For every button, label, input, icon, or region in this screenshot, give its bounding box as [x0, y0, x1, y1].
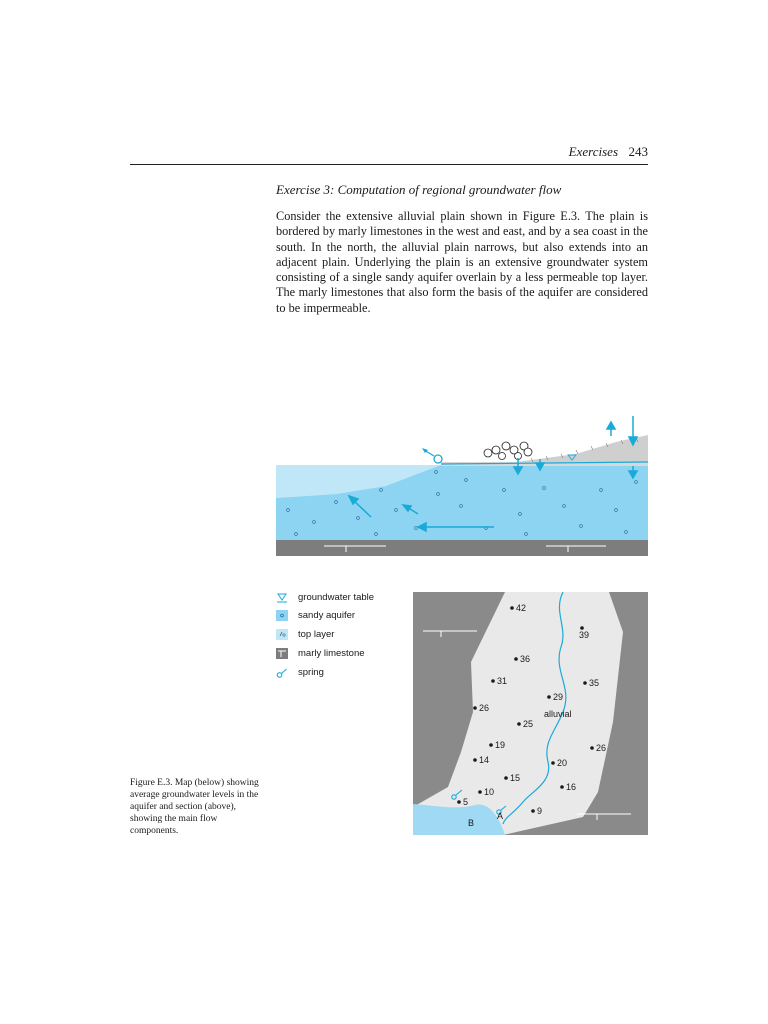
sandy-aquifer-swatch: [276, 610, 288, 621]
well-marker: [504, 776, 508, 780]
well-marker: [478, 790, 482, 794]
legend-label: marly limestone: [298, 647, 365, 659]
page-number: 243: [628, 144, 648, 159]
well-label: 20: [557, 758, 568, 768]
exercise-title: Exercise 3: Computation of regional groundwater flow: [276, 182, 562, 197]
well-label: 14: [479, 755, 490, 765]
legend-item-sandy-aquifer: [276, 608, 355, 622]
legend-item-marly-limestone: [276, 646, 365, 660]
well-label: 10: [484, 787, 495, 797]
well-label: 39: [579, 630, 590, 640]
well-label: 5: [463, 797, 469, 807]
well-label: 19: [495, 740, 506, 750]
well-label: 25: [523, 719, 534, 729]
point-label-a: A: [497, 811, 504, 821]
well-marker: [489, 743, 493, 747]
limestone-base: [276, 540, 648, 556]
well-label: 36: [520, 654, 531, 664]
well-marker: [514, 657, 518, 661]
triangle-marker-icon: [276, 592, 288, 603]
well-marker: [583, 681, 587, 685]
legend-label: top layer: [298, 628, 335, 640]
spring-icon: [276, 667, 288, 678]
well-label: 16: [566, 782, 577, 792]
legend-label: groundwater table: [298, 591, 375, 603]
map-figure: [413, 592, 648, 835]
well-label: 9: [537, 806, 543, 816]
well-marker: [473, 758, 477, 762]
village-icon: [484, 442, 532, 460]
legend-item-top-layer: [276, 627, 334, 641]
body-paragraph: Consider the extensive alluvial plain shown in Figure E.3. The plain is bordered by marly limestones in the west and east, and by a sea coast in the south. In the north, the alluvial plain narrows, but also extends into an adjacent plain. Underlying the plain is an extensive groundwater system consisting of a single sandy aquifer overlain by a less permeable top layer. The marly limestones that also form the basis of the aquifer are considered to be impermeable.: [276, 209, 648, 315]
well-label: 42: [516, 603, 527, 613]
figure-caption: Figure E.3. Map (below) showing average groundwater levels in the aquifer and section (above), showing the main flow components.: [130, 778, 259, 836]
well-marker: [590, 746, 594, 750]
top-layer-section: [441, 435, 648, 465]
well-label: 26: [479, 703, 490, 713]
well-marker: [560, 785, 564, 789]
well-marker: [551, 761, 555, 765]
legend-item-spring: [276, 665, 324, 679]
legend-label: sandy aquifer: [298, 609, 356, 621]
spring-icon-section: [422, 448, 442, 463]
region-label: alluvial: [544, 709, 572, 719]
well-marker: [547, 695, 551, 699]
well-label: 26: [596, 743, 607, 753]
well-label: 15: [510, 773, 521, 783]
header-title: Exercises: [568, 144, 618, 159]
marly-limestone-swatch: [276, 648, 288, 659]
well-marker: [531, 809, 535, 813]
well-label: 31: [497, 676, 508, 686]
well-marker: [473, 706, 477, 710]
well-label: 29: [553, 692, 564, 702]
cross-section-figure: [276, 410, 648, 556]
legend-label: spring: [298, 666, 324, 678]
well-marker: [517, 722, 521, 726]
well-marker: [491, 679, 495, 683]
running-header: [130, 142, 648, 165]
well-label: 35: [589, 678, 600, 688]
point-label-b: B: [468, 818, 475, 828]
well-marker: [457, 800, 461, 804]
top-layer-swatch: [276, 629, 288, 640]
legend-item-groundwater-table: [276, 590, 374, 604]
well-marker: [510, 606, 514, 610]
